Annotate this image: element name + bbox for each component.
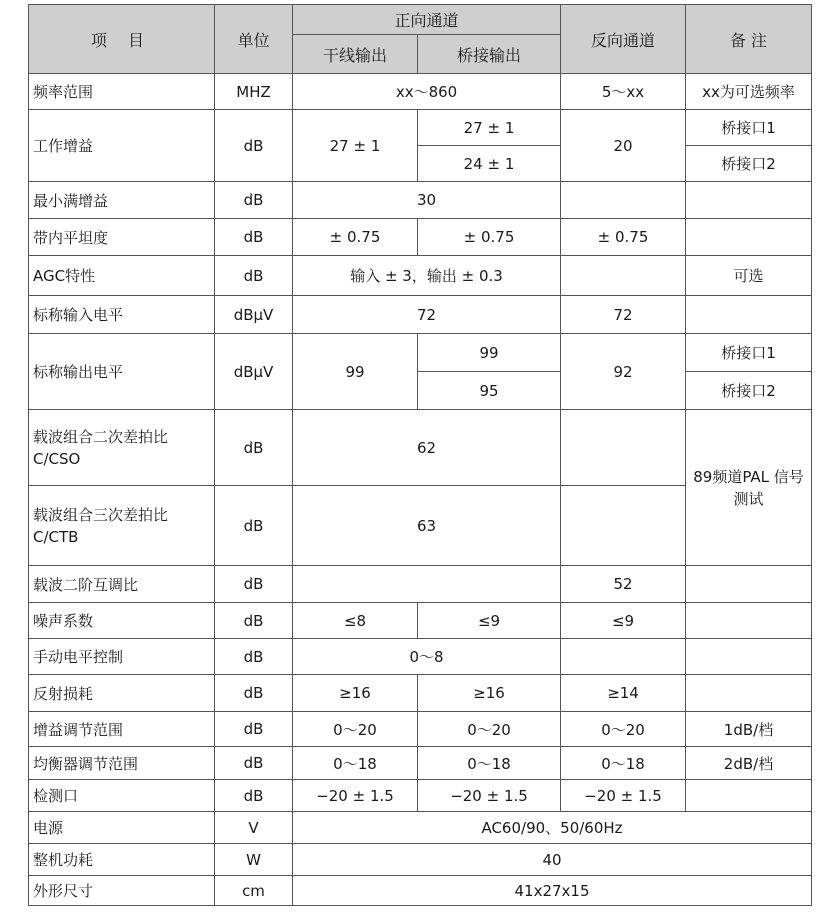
row-label: 载波组合三次差拍比 C/CTB [29,486,215,566]
header-unit: 单位 [215,5,293,74]
forward-value: 0～8 [293,639,561,675]
trunk-value: ± 0.75 [293,219,418,256]
row-label: 标称输出电平 [29,334,215,410]
table-row [29,256,812,296]
row-label: 带内平坦度 [29,219,215,256]
table-row [29,747,812,780]
reverse-value: 0～18 [561,747,686,780]
note-value: 可选 [686,256,812,296]
reverse-value [561,639,686,675]
row-label: AGC特性 [29,256,215,296]
row-label: 频率范围 [29,74,215,110]
table-row [29,712,812,747]
bridge-value: −20 ± 1.5 [418,780,561,812]
row-unit: dB [215,747,293,780]
note-value [686,780,812,812]
reverse-value [561,410,686,486]
reverse-value [561,182,686,219]
table-row [29,110,812,146]
header-note: 备 注 [686,5,812,74]
table-row [29,639,812,675]
trunk-value: ≥16 [293,675,418,712]
note-value [686,219,812,256]
row-label: 最小满增益 [29,182,215,219]
table-row [29,566,812,603]
note-value [686,296,812,334]
reverse-value: 72 [561,296,686,334]
row-label: 手动电平控制 [29,639,215,675]
table-row [29,410,812,486]
table-row [29,182,812,219]
forward-value: 63 [293,486,561,566]
row-label: 外形尺寸 [29,876,215,906]
row-unit: MHZ [215,74,293,110]
note-value: 89频道PAL 信号测试 [686,410,812,566]
forward-value: xx～860 [293,74,561,110]
note-value: 桥接口2 [686,146,812,182]
trunk-value: 27 ± 1 [293,110,418,182]
table-row [29,876,812,906]
note-value [686,603,812,639]
bridge-value: 27 ± 1 [418,110,561,146]
row-unit: dBμV [215,334,293,410]
forward-value: 62 [293,410,561,486]
row-unit: dB [215,780,293,812]
table-row [29,675,812,712]
note-value: 桥接口2 [686,372,812,410]
merged-value: 40 [293,844,812,876]
note-value: 2dB/档 [686,747,812,780]
reverse-value: ± 0.75 [561,219,686,256]
row-unit: W [215,844,293,876]
note-value [686,566,812,603]
header-bridge: 桥接输出 [418,35,561,74]
row-label: 均衡器调节范围 [29,747,215,780]
bridge-value: 95 [418,372,561,410]
table-row [29,74,812,110]
reverse-value: 20 [561,110,686,182]
row-label: 工作增益 [29,110,215,182]
header-reverse: 反向通道 [561,5,686,74]
reverse-value: 0～20 [561,712,686,747]
row-unit: dB [215,712,293,747]
note-value [686,182,812,219]
row-label: 反射损耗 [29,675,215,712]
table-row [29,296,812,334]
row-unit: dB [215,603,293,639]
row-unit: dB [215,182,293,219]
row-unit: dB [215,486,293,566]
row-unit: cm [215,876,293,906]
reverse-value: 52 [561,566,686,603]
header-trunk: 干线输出 [293,35,418,74]
table-row [29,603,812,639]
bridge-value: 0～18 [418,747,561,780]
forward-value [293,566,561,603]
reverse-value [561,486,686,566]
header-forward: 正向通道 [293,5,561,35]
row-label: 载波二阶互调比 [29,566,215,603]
reverse-value: ≥14 [561,675,686,712]
trunk-value: −20 ± 1.5 [293,780,418,812]
forward-value: 72 [293,296,561,334]
row-unit: dB [215,410,293,486]
row-label: 载波组合二次差拍比 C/CSO [29,410,215,486]
note-value: xx为可选频率 [686,74,812,110]
reverse-value: 92 [561,334,686,410]
row-unit: dB [215,639,293,675]
bridge-value: ± 0.75 [418,219,561,256]
forward-value: 30 [293,182,561,219]
table-row [29,780,812,812]
row-unit: dB [215,675,293,712]
bridge-value: ≥16 [418,675,561,712]
header-item: 项 目 [29,5,215,74]
merged-value: 41x27x15 [293,876,812,906]
spec-table [28,4,812,906]
row-label: 整机功耗 [29,844,215,876]
row-label: 电源 [29,812,215,844]
note-value [686,675,812,712]
trunk-value: 99 [293,334,418,410]
reverse-value [561,256,686,296]
note-value: 桥接口1 [686,110,812,146]
trunk-value: 0～18 [293,747,418,780]
table-row [29,812,812,844]
reverse-value: −20 ± 1.5 [561,780,686,812]
row-label: 标称输入电平 [29,296,215,334]
row-unit: dB [215,256,293,296]
note-value: 桥接口1 [686,334,812,372]
merged-value: AC60/90、50/60Hz [293,812,812,844]
row-label: 噪声系数 [29,603,215,639]
row-unit: dB [215,219,293,256]
bridge-value: 24 ± 1 [418,146,561,182]
table-row [29,219,812,256]
row-label: 增益调节范围 [29,712,215,747]
forward-value: 输入 ± 3，输出 ± 0.3 [293,256,561,296]
note-value [686,639,812,675]
bridge-value: 0～20 [418,712,561,747]
bridge-value: 99 [418,334,561,372]
table-row [29,844,812,876]
reverse-value: 5～xx [561,74,686,110]
table-row [29,334,812,372]
reverse-value: ≤9 [561,603,686,639]
trunk-value: 0～20 [293,712,418,747]
row-unit: dB [215,110,293,182]
trunk-value: ≤8 [293,603,418,639]
row-unit: dB [215,566,293,603]
row-label: 检测口 [29,780,215,812]
note-value: 1dB/档 [686,712,812,747]
bridge-value: ≤9 [418,603,561,639]
row-unit: V [215,812,293,844]
row-unit: dBμV [215,296,293,334]
